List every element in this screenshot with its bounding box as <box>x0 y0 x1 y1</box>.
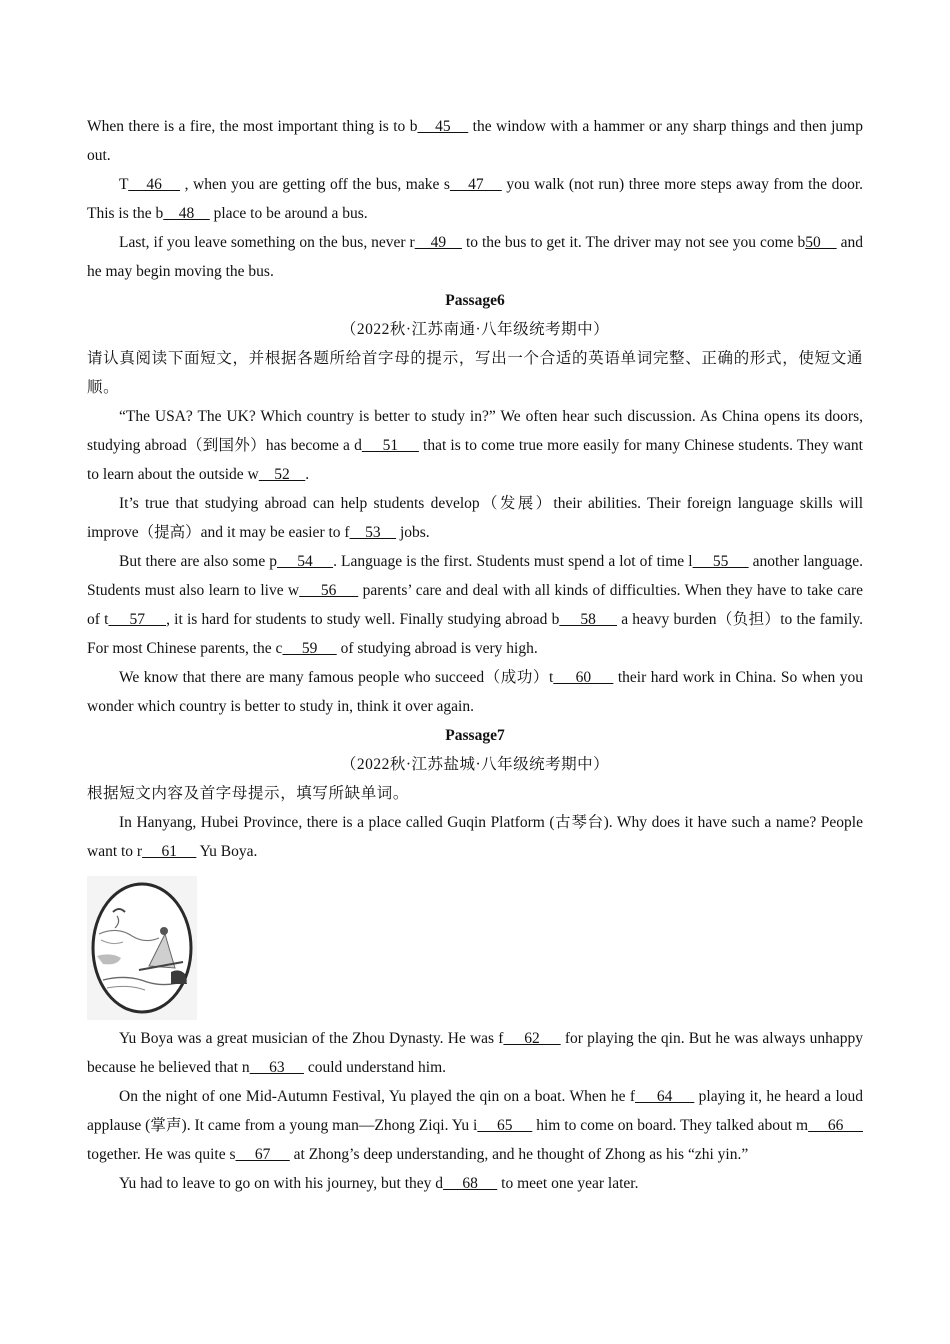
text: Yu Boya was a great musician of the Zhou Dynasty. He was f <box>119 1030 504 1047</box>
text: In Hanyang, Hubei Province, there is a place called Guqin Platform (古琴台). Why does it have such a name? People want to r <box>87 814 863 860</box>
text: at Zhong’s deep understanding, and he thought of Zhong as his “zhi yin.” <box>289 1146 749 1163</box>
text: When there is a fire, the most important thing is to b <box>87 118 418 135</box>
passage6-title: Passage6 <box>445 292 505 309</box>
text: that is to come true more easily for many Chinese students. They want to learn about the outside w <box>87 437 863 483</box>
paragraph <box>87 228 863 286</box>
paragraph <box>87 1024 863 1082</box>
text: to the bus to get it. The driver may not see you come b <box>461 234 806 251</box>
text: We know that there are many famous people who succeed（成功）t <box>119 669 554 686</box>
text: , it is hard for students to study well. Finally studying abroad b <box>166 611 560 628</box>
text: T <box>119 176 129 193</box>
blank-51[interactable]: 51 <box>361 437 419 454</box>
text: could understand him. <box>303 1059 446 1076</box>
text: place to be around a bus. <box>209 205 368 222</box>
text: . Language is the first. Students must spend a lot of time l <box>333 553 693 570</box>
text: of studying abroad is very high. <box>336 640 538 657</box>
blank-59[interactable]: 59 <box>282 640 337 657</box>
blank-68[interactable]: 68 <box>443 1175 498 1192</box>
text: a heavy burden（负担）to the family. For most Chinese parents, the c <box>87 611 863 657</box>
text: jobs. <box>396 524 430 541</box>
blank-64[interactable]: 64 <box>635 1088 695 1105</box>
text: But there are also some p <box>119 553 278 570</box>
text: him to come on board. They talked about m <box>532 1117 809 1134</box>
blank-60[interactable]: 60 <box>553 669 614 686</box>
text: you walk (not run) three more steps away from the door. This is the b <box>87 176 864 222</box>
ink-painting-image <box>87 876 197 1020</box>
blank-52[interactable]: 52 <box>258 466 306 483</box>
blank-53[interactable]: 53 <box>349 524 397 541</box>
paragraph <box>87 1082 863 1169</box>
blank-61[interactable]: 61 <box>142 843 197 860</box>
text: Yu Boya. <box>196 843 258 860</box>
document-page <box>87 112 863 1198</box>
text: parents’ care and deal with all kinds of difficulties. When they have to take care of t <box>87 582 864 628</box>
paragraph <box>87 663 863 721</box>
text: for playing the qin. But he was always unhappy because he believed that n <box>87 1030 864 1076</box>
blank-46[interactable]: 46 <box>128 176 181 193</box>
blank-67[interactable]: 67 <box>235 1146 290 1163</box>
blank-48[interactable]: 48 <box>163 205 210 222</box>
passage7-instruction: 根据短文内容及首字母提示，填写所缺单词。 <box>87 785 410 802</box>
paragraph <box>87 808 863 866</box>
text: On the night of one Mid-Autumn Festival, Yu played the qin on a boat. When he f <box>119 1088 635 1105</box>
text: the window with a hammer or any sharp things and then jump out. <box>87 118 863 164</box>
text: , when you are getting off the bus, make s <box>180 176 450 193</box>
paragraph <box>87 112 863 170</box>
guqin-illustration <box>87 876 197 1020</box>
text: Yu had to leave to go on with his journey, but they d <box>119 1175 444 1192</box>
text: It’s true that studying abroad can help students develop（发展）their abilities. Their foreign language skills will improve（提高）and it may be easier to f <box>87 495 863 541</box>
blank-47[interactable]: 47 <box>449 176 502 193</box>
blank-66[interactable]: 66 <box>808 1117 864 1134</box>
blank-58[interactable]: 58 <box>559 611 617 628</box>
paragraph <box>87 170 863 228</box>
paragraph <box>87 547 863 663</box>
blank-49[interactable]: 49 <box>414 234 462 251</box>
passage6-instruction: 请认真阅读下面短文，并根据各题所给首字母的提示，写出一个合适的英语单词完整、正确的形式，使短文通顺。 <box>87 350 863 396</box>
passage7-title: Passage7 <box>445 727 505 744</box>
blank-62[interactable]: 62 <box>503 1030 561 1047</box>
passage7-source: （2022秋·江苏盐城·八年级统考期中） <box>340 756 610 773</box>
passage6-source: （2022秋·江苏南通·八年级统考期中） <box>340 321 610 338</box>
text: another language. Students must also learn to live w <box>87 553 864 599</box>
paragraph <box>87 489 863 547</box>
text: and he may begin moving the bus. <box>87 234 864 280</box>
paragraph <box>87 402 863 489</box>
blank-56[interactable]: 56 <box>299 582 359 599</box>
text: playing it, he heard a loud applause (掌声). It came from a young man—Zhong Ziqi. Yu i <box>87 1088 864 1134</box>
text: . <box>305 466 310 483</box>
text: together. He was quite s <box>87 1146 236 1163</box>
blank-54[interactable]: 54 <box>277 553 334 570</box>
blank-63[interactable]: 63 <box>249 1059 304 1076</box>
blank-55[interactable]: 55 <box>692 553 749 570</box>
blank-57[interactable]: 57 <box>108 611 167 628</box>
blank-65[interactable]: 65 <box>477 1117 533 1134</box>
blank-45[interactable]: 45 <box>417 118 469 135</box>
text: Last, if you leave something on the bus, never r <box>119 234 415 251</box>
blank-50[interactable]: 50 <box>805 234 837 251</box>
paragraph <box>87 1169 863 1198</box>
text: their hard work in China. So when you wonder which country is better to study in, think it over again. <box>87 669 863 715</box>
text: to meet one year later. <box>497 1175 639 1192</box>
text: “The USA? The UK? Which country is better to study in?” We often hear such discussion. As China opens its doors, studying abroad（到国外）has become a d <box>87 408 863 454</box>
